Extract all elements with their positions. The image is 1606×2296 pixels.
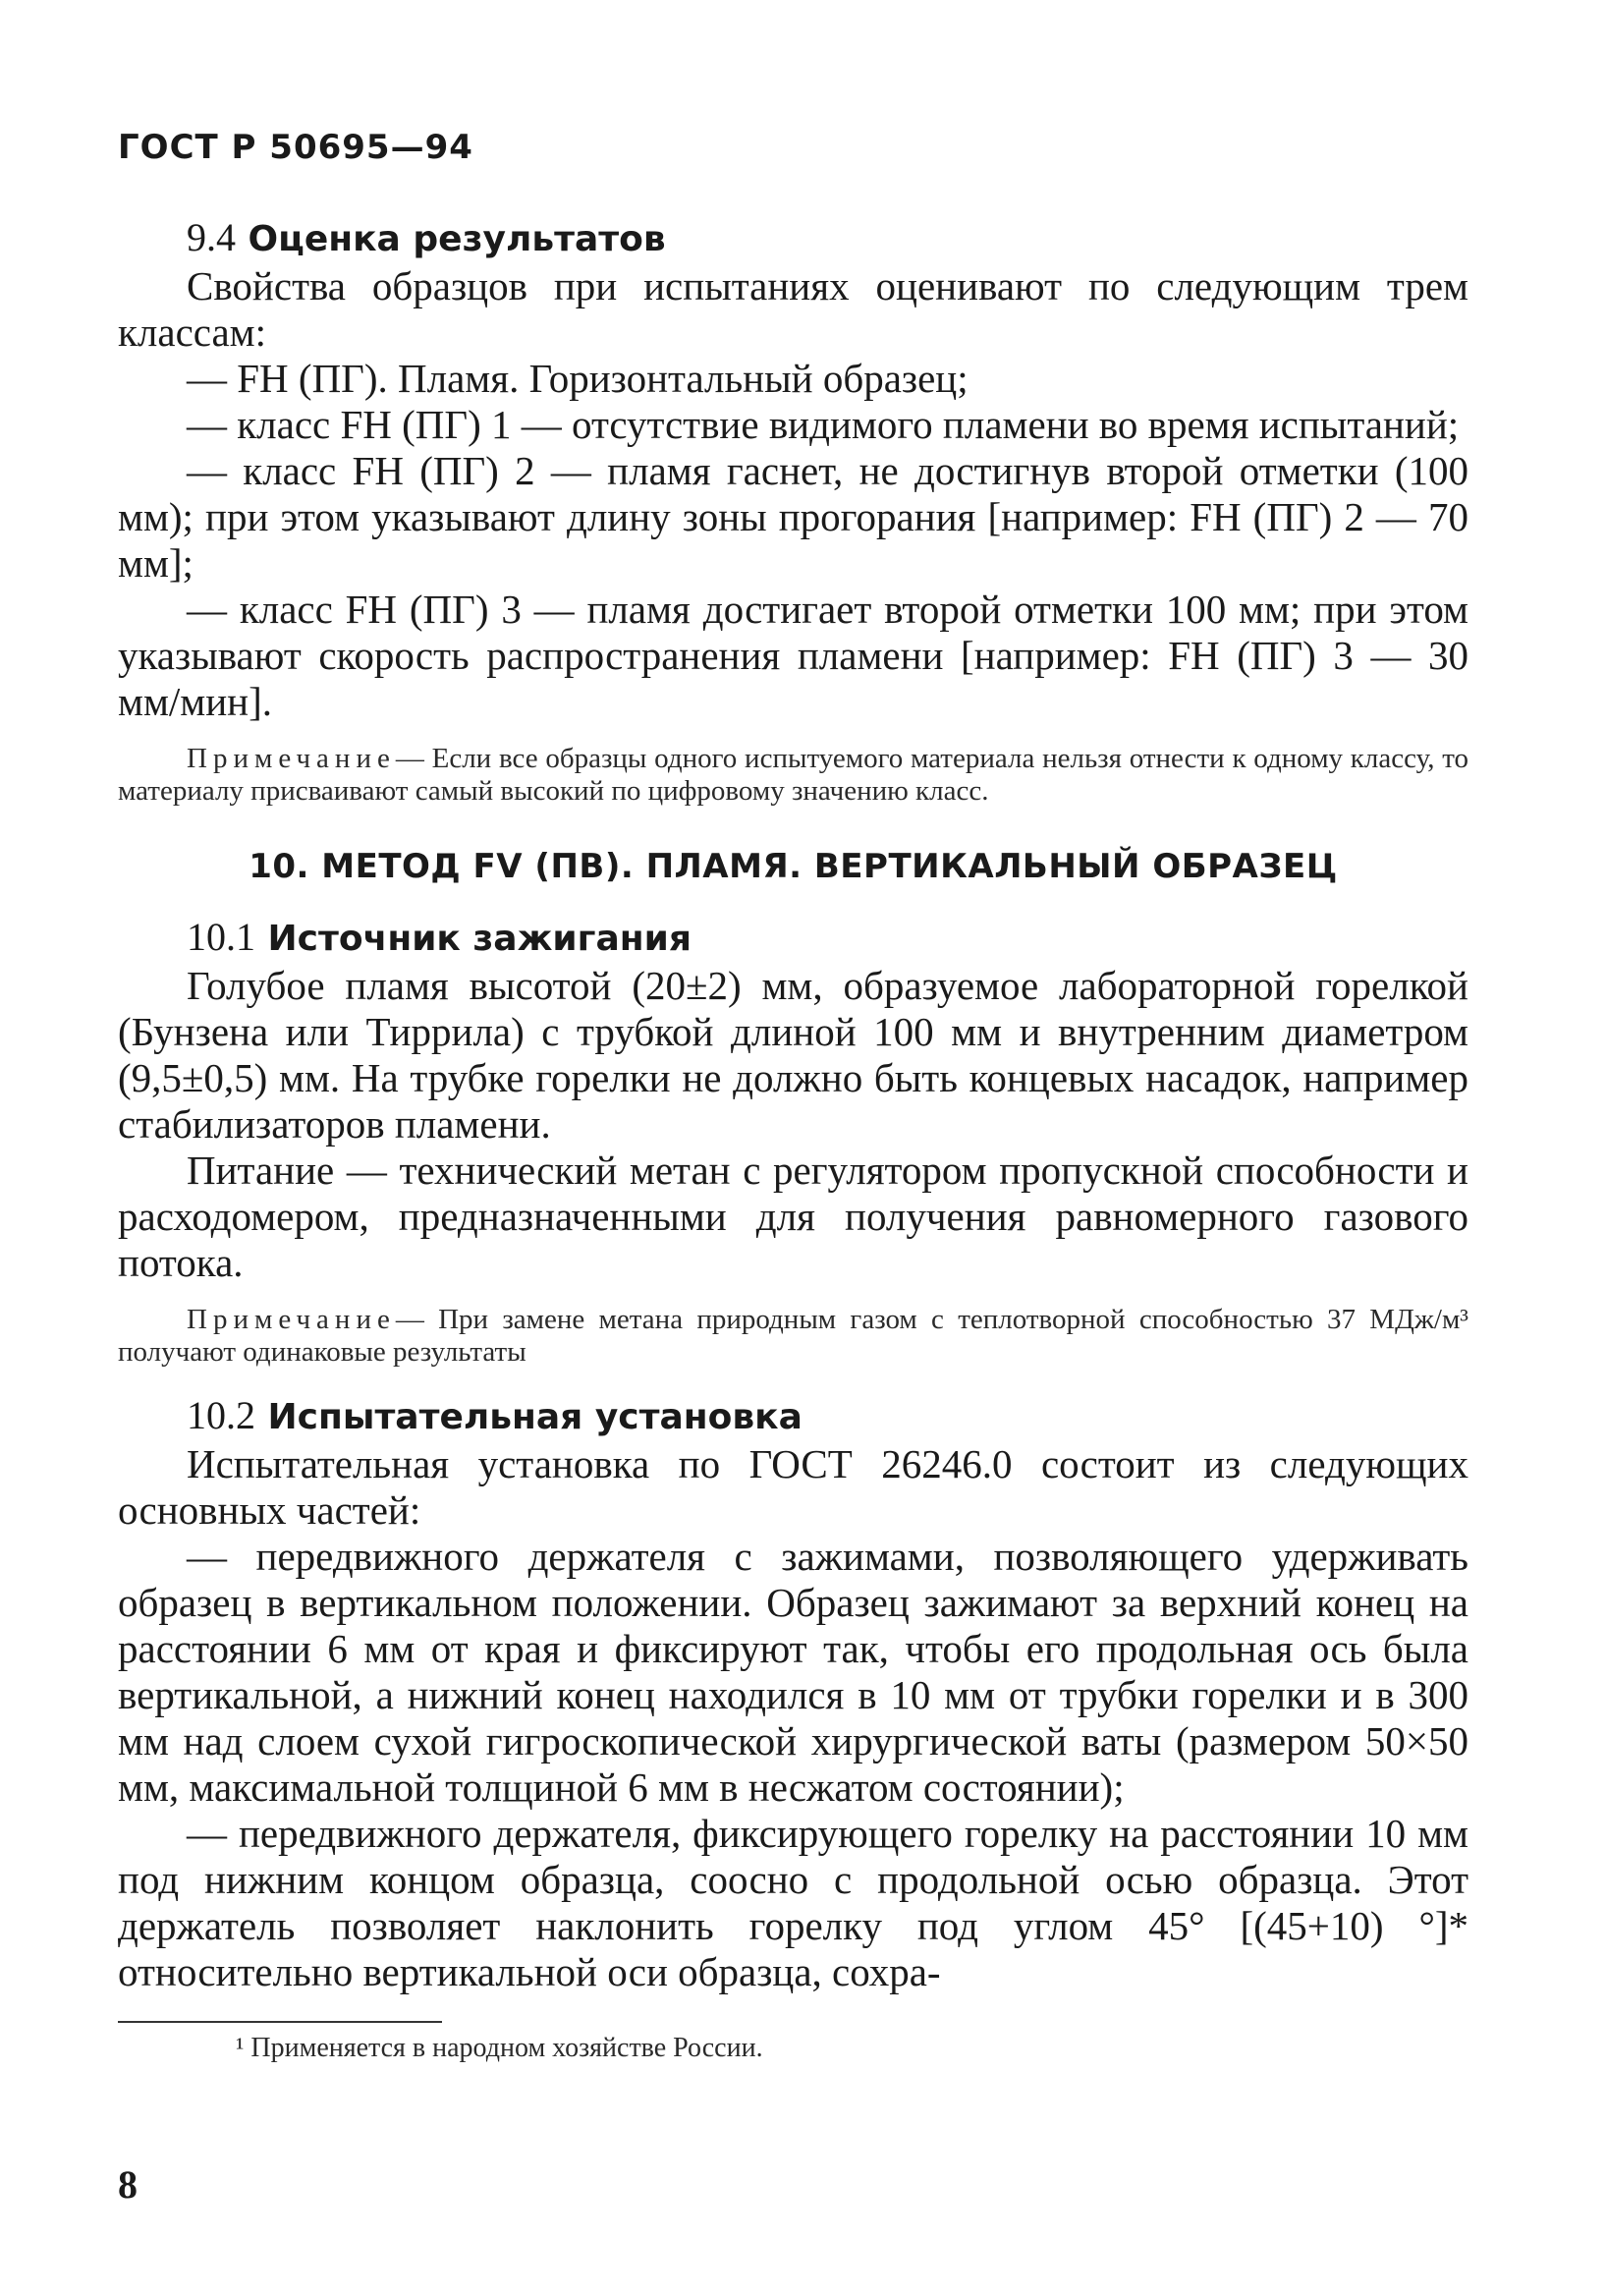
paragraph: — передвижного держателя с зажимами, позволяющего удерживать образец в вертикальном положении. Образец зажимают за верхний конец на расстоянии 6 мм от края и фиксируют так, чтобы его продольная ось была вертикальной, а нижний конец находился в 10 мм от трубки горелки и в 300 мм над слоем сухой гигроскопической хирургической ваты (размером 50×50 мм, максимальной толщиной 6 мм в несжатом состоянии); <box>118 1534 1468 1810</box>
note <box>118 1304 1468 1369</box>
paragraph: — передвижного держателя, фиксирующего горелку на расстоянии 10 мм под нижним концом образца, соосно с продольной осью образца. Этот держатель позволяет наклонить горелку под углом 45° [(45+10) °]* относительно вертикальной оси образца, сохра- <box>118 1811 1468 1994</box>
section-number: 10.2 <box>187 1393 255 1437</box>
section-title-text: Источник зажигания <box>267 919 692 959</box>
list-item: — класс FH (ПГ) 2 — пламя гаснет, не достигнув второй отметки (100 мм); при этом указывают длину зоны прогорания [например: FH (ПГ) 2 — 70 мм]; <box>118 448 1468 586</box>
section-title <box>118 214 1468 263</box>
paragraph: Голубое пламя высотой (20±2) мм, образуемое лабораторной горелкой (Бунзена или Тиррила) с трубкой длиной 100 мм и внутренним диаметром (9,5±0,5) мм. На трубке горелки не должно быть концевых насадок, например стабилизаторов пламени. <box>118 963 1468 1147</box>
note-text: — Если все образцы одного испытуемого материала нельзя отнести к одному классу, то материалу присваивают самый высокий по цифровому значению класс. <box>118 743 1468 807</box>
section-number: 10.1 <box>187 915 255 959</box>
footnote-divider <box>118 2021 442 2023</box>
footnote: ¹ Применяется в народном хозяйстве России. <box>236 2033 763 2063</box>
section-title <box>118 1392 1468 1441</box>
section-10-1 <box>118 914 1468 1369</box>
page-header: ГОСТ Р 50695—94 <box>118 128 473 167</box>
note <box>118 743 1468 808</box>
section-10-heading: 10. МЕТОД FV (ПВ). ПЛАМЯ. ВЕРТИКАЛЬНЫЙ ОБРАЗЕЦ <box>249 847 1338 886</box>
list-item: — FH (ПГ). Пламя. Горизонтальный образец; <box>187 356 969 401</box>
note-label: Примечание <box>187 1304 396 1335</box>
section-9-4 <box>118 214 1468 808</box>
note-label: Примечание <box>187 743 396 774</box>
paragraph: Свойства образцов при испытаниях оценивают по следующим трем классам: <box>118 263 1468 355</box>
section-number: 9.4 <box>187 215 236 259</box>
section-title-text: Оценка результатов <box>248 219 666 259</box>
page-number: 8 <box>118 2162 138 2207</box>
list-item: — класс FH (ПГ) 1 — отсутствие видимого пламени во время испытаний; <box>187 402 1460 447</box>
section-10-2 <box>118 1392 1468 1995</box>
paragraph: Испытательная установка по ГОСТ 26246.0 состоит из следующих основных частей: <box>118 1441 1468 1533</box>
section-title-text: Испытательная установка <box>267 1397 803 1437</box>
list-item: — класс FH (ПГ) 3 — пламя достигает второй отметки 100 мм; при этом указывают скорость распространения пламени [например: FH (ПГ) 3 — 30 мм/мин]. <box>118 587 1468 724</box>
paragraph: Питание — технический метан с регулятором пропускной способности и расходомером, предназначенными для получения равномерного газового потока. <box>118 1148 1468 1285</box>
section-title <box>118 914 1468 963</box>
note-text: — При замене метана природным газом с теплотворной способностью 37 МДж/м³ получают одинаковые результаты <box>118 1304 1468 1368</box>
